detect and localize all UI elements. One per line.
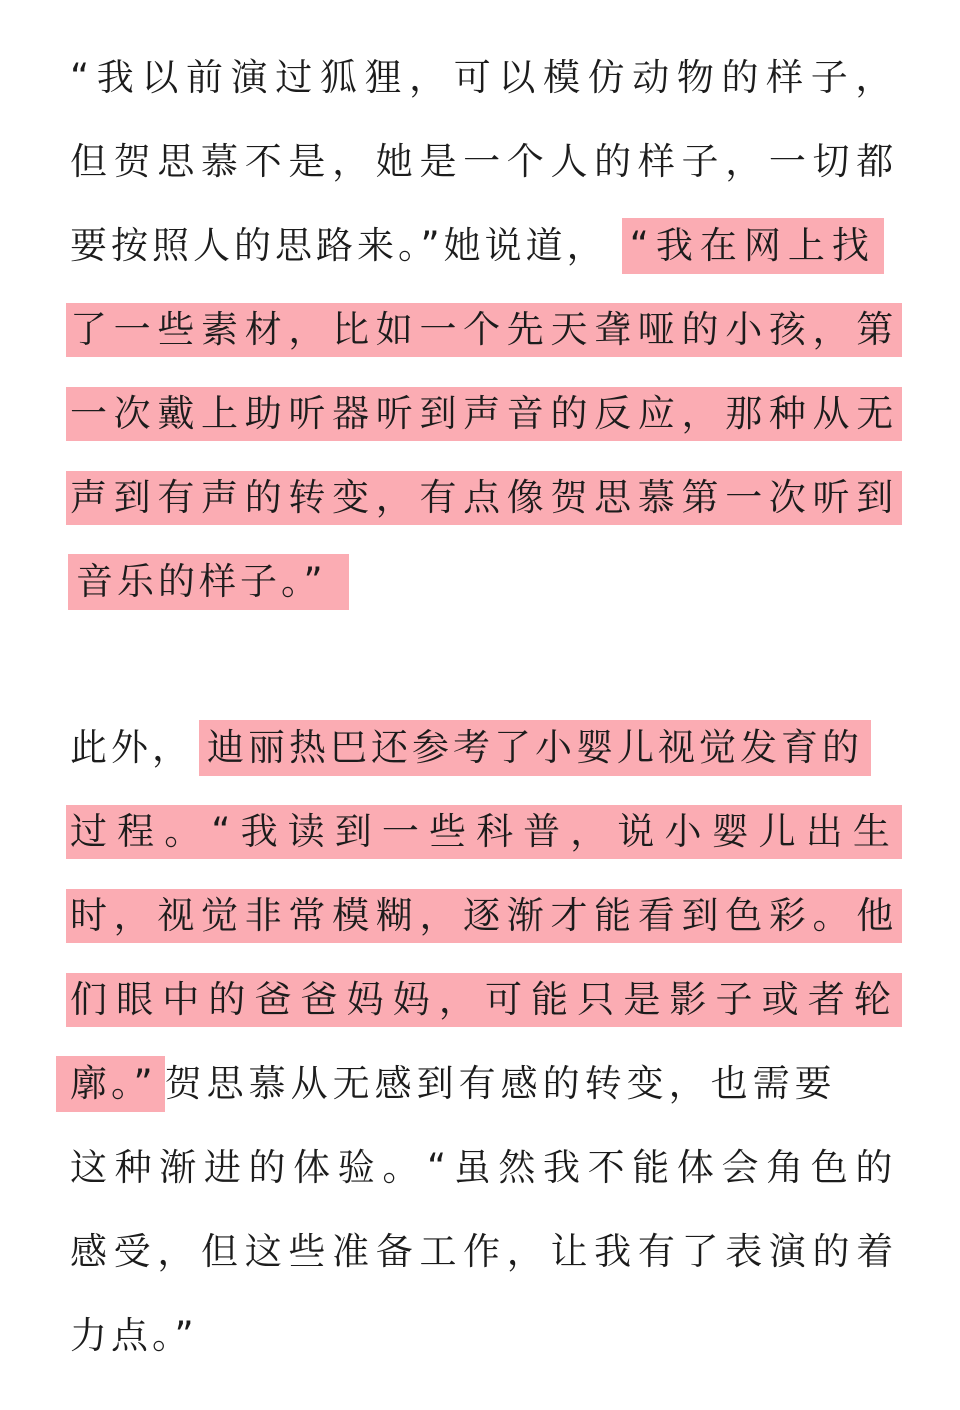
line-text: 但贺思慕不是，她是一个人的样子，一切都 [70, 140, 900, 183]
highlighted-text: 迪丽热巴还参考了小婴儿视觉发育的 [199, 720, 871, 776]
paragraph-1-line-3 [70, 204, 900, 288]
highlighted-text: 音乐的样子。” [68, 554, 349, 610]
highlighted-text: 过程。“我读到一些科普，说小婴儿出生 [70, 810, 900, 853]
paragraph-1-line-4 [70, 288, 900, 372]
paragraph-2-line-2 [70, 790, 900, 874]
highlighted-text: 声到有声的转变，有点像贺思慕第一次听到 [70, 476, 900, 519]
paragraph-2-line-1 [70, 706, 900, 790]
paragraph-1-line-2 [70, 120, 900, 204]
line-text: 感受，但这些准备工作，让我有了表演的着 [70, 1230, 900, 1273]
highlighted-text: 们眼中的爸爸妈妈，可能只是影子或者轮 [70, 978, 900, 1021]
paragraph-1-line-6 [70, 456, 900, 540]
paragraph-2-line-6 [70, 1126, 900, 1210]
line-text: “我以前演过狐狸，可以模仿动物的样子， [70, 56, 900, 99]
paragraph-2-line-4 [70, 958, 900, 1042]
paragraph-1-line-7 [70, 540, 900, 624]
highlighted-text: 廓。” [56, 1056, 165, 1112]
paragraph-2-line-7 [70, 1210, 900, 1294]
highlighted-text: 时，视觉非常模糊，逐渐才能看到色彩。他 [70, 894, 900, 937]
line-text: 贺思慕从无感到有感的转变，也需要 [164, 1062, 837, 1105]
paragraph-1-line-1 [70, 36, 900, 120]
line-text: 要按照人的思路来。”她说道， [70, 224, 608, 267]
paragraph-2-line-5 [70, 1042, 900, 1126]
paragraph-2-line-3 [70, 874, 900, 958]
highlighted-text: 了一些素材，比如一个先天聋哑的小孩，第 [70, 308, 900, 351]
line-text: 此外， [70, 726, 193, 769]
line-text: 这种渐进的体验。“虽然我不能体会角色的 [70, 1146, 900, 1189]
highlighted-text: “我在网上找 [622, 218, 884, 274]
paragraph-1-line-5 [70, 372, 900, 456]
paragraph-2-line-8 [70, 1294, 900, 1378]
highlighted-text: 一次戴上助听器听到声音的反应，那种从无 [70, 392, 900, 435]
line-text: 力点。” [70, 1314, 198, 1357]
